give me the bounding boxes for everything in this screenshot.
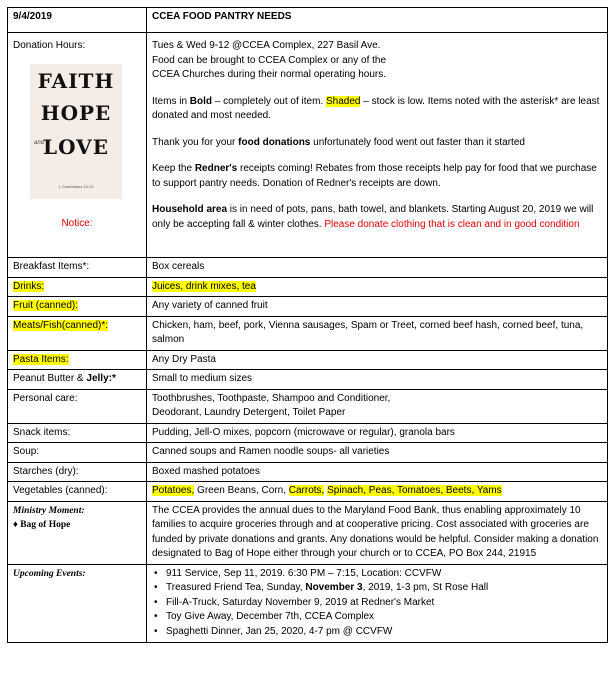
notice-label: Notice: <box>61 217 93 229</box>
list-item: • Toy Give Away, December 7th, CCEA Complex <box>166 610 602 625</box>
drinks-row: Drinks: Juices, drink mixes, tea <box>8 277 608 297</box>
starches-row: Starches (dry): Boxed mashed potatoes <box>8 462 608 482</box>
date: 9/4/2019 <box>13 11 52 22</box>
redner-text: Keep the Redner's receipts coming! Rebates from those receipts help pay for food that we purchase to support pantry needs. Donation of Redner's receipts are down. <box>152 163 597 189</box>
snack-row: Snack items: Pudding, Jell-O mixes, popcorn (microwave or regular), granola bars <box>8 423 608 443</box>
meats-row: Meats/Fish(canned)*: Chicken, ham, beef, pork, Vienna sausages, Spam or Treet, corned beef hash, corned beef, tuna, salmon <box>8 316 608 350</box>
legend-text: Items in Bold – completely out of item. Shaded – stock is low. Items noted with the asterisk* are least donated and most needed. <box>152 95 600 121</box>
pasta-row: Pasta Items: Any Dry Pasta <box>8 350 608 370</box>
page-title: CCEA FOOD PANTRY NEEDS <box>152 11 292 22</box>
faith-hope-love-image: FAITH HOPE and LOVE 1 Corinthians 13:13 <box>30 64 122 199</box>
pantry-document <box>7 7 608 643</box>
thanks-text: Thank you for your food donations unfortunately food went out faster than it started <box>152 136 525 148</box>
donation-label: Donation Hours: <box>13 40 86 51</box>
list-item: • Treasured Friend Tea, Sunday, November 3, 2019, 1-3 pm, St Rose Hall <box>166 581 602 596</box>
personal-care-row: Personal care: Toothbrushes, Toothpaste, Shampoo and Conditioner, Deodorant, Laundry Detergent, Toilet Paper <box>8 389 608 423</box>
list-item: • Spaghetti Dinner, Jan 25, 2020, 4-7 pm @ CCVFW <box>166 625 602 640</box>
header-row <box>8 8 608 33</box>
donation-hours: Tues & Wed 9-12 @CCEA Complex, 227 Basil Ave. <box>152 40 381 51</box>
events-title: Upcoming Events: <box>13 568 86 579</box>
list-item: • Fill-A-Truck, Saturday November 9, 2019 at Redner's Market <box>166 596 602 611</box>
donation-row: Donation Hours: FAITH HOPE and LOVE 1 Corinthians 13:13 Notice: Tues & Wed 9-12 @CCEA Complex, 227 Basil Ave. Food can be brought to CCEA Complex or any of the CCEA Churches during their normal operating hours. Items in Bold – completely out of item. Shaded – stock is low. Items noted with the asterisk* are least donated and most needed. Thank you for your food donations unfortunately food went out faster than it started Keep the Redner's receipts coming! Rebates from those receipts help pay for food that we purchase to support pantry needs. Donation of Redner's receipts are down. Household area is in need of pots, pans, bath towel, and blankets. Starting August 20, 2019 we will only be accepting fall & winter clothes. Please donate clothing that is clean and in good condition <box>8 33 608 258</box>
ministry-subtitle: ♦ Bag of Hope <box>13 520 71 530</box>
list-item: • 911 Service, Sep 11, 2019. 6:30 PM – 7:15, Location: CCVFW <box>166 567 602 582</box>
breakfast-row: Breakfast Items*: Box cereals <box>8 258 608 278</box>
vegetables-row: Vegetables (canned): Potatoes, Green Beans, Corn, Carrots, Spinach, Peas, Tomatoes, Beets, Yams <box>8 482 608 502</box>
ministry-row <box>8 501 608 564</box>
pantry-table <box>7 7 608 643</box>
events-list <box>152 567 602 640</box>
fruit-row: Fruit (canned): Any variety of canned fruit <box>8 297 608 317</box>
ministry-title: Ministry Moment: <box>13 505 85 516</box>
household-text: Household area is in need of pots, pans, bath towel, and blankets. Starting August 20, 2019 we will only be accepting fall & winter clothes. Please donate clothing that is clean and in good condition <box>152 204 594 230</box>
events-row <box>8 564 608 643</box>
peanut-butter-row: Peanut Butter & Jelly:* Small to medium sizes <box>8 370 608 390</box>
soup-row: Soup: Canned soups and Ramen noodle soups- all varieties <box>8 443 608 463</box>
ministry-text: The CCEA provides the annual dues to the Maryland Food Bank, thus enabling approximately 10 families to acquire groceries through and at cooperative pricing. Cost associated with groceries are funded by private donations and grants. Any donations would be helpful. Consider making a donation designated to Bag of Hope either through your church or to CCEA, PO Box 244, 21915 <box>147 501 608 564</box>
